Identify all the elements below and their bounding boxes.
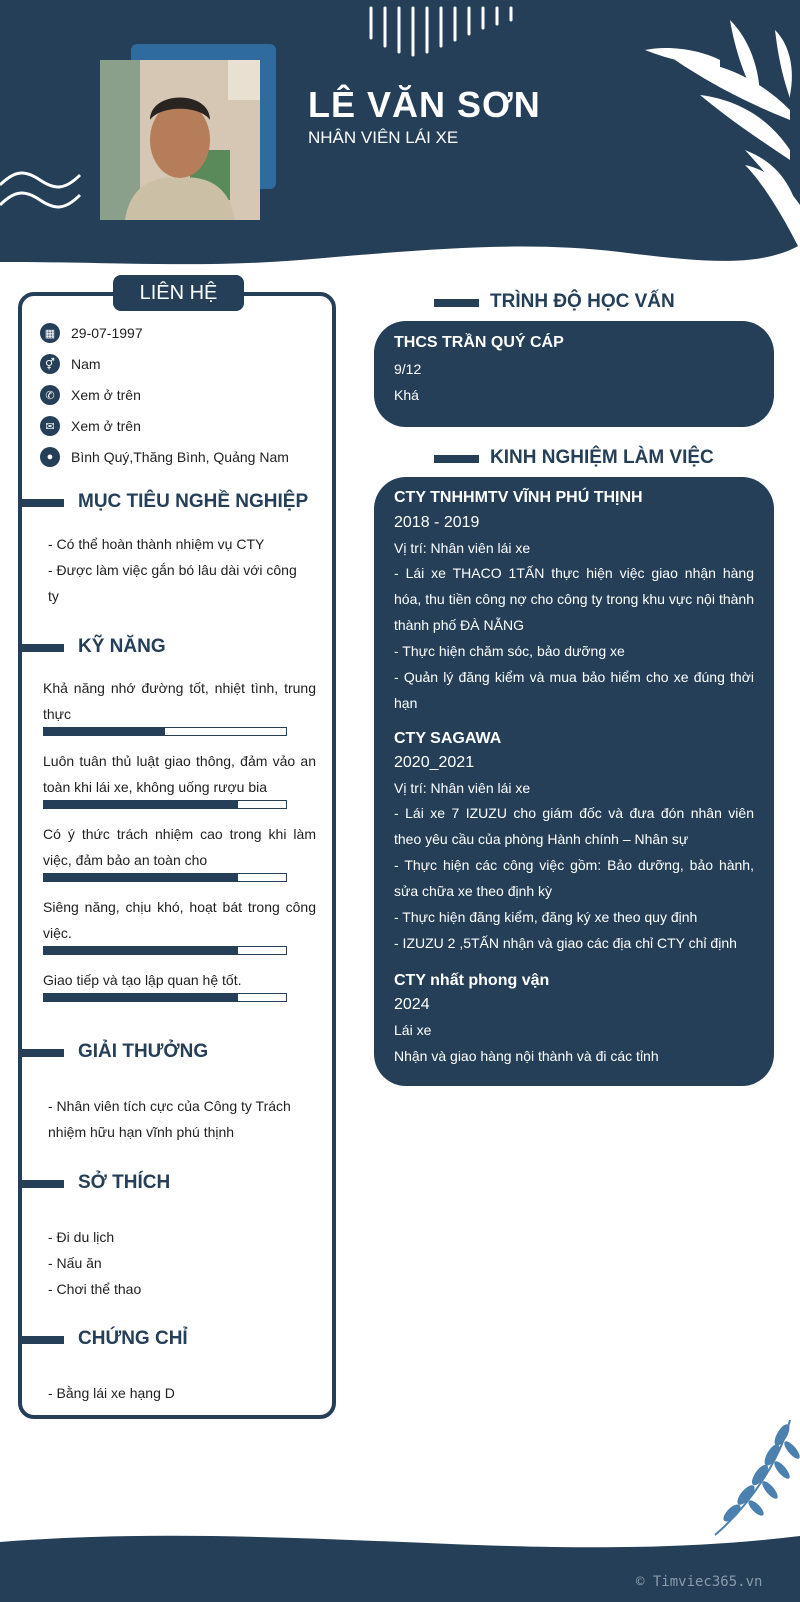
fern-decoration (700, 1420, 800, 1540)
skill-level-bar (43, 727, 287, 736)
job-duty: Nhận và giao hàng nội thành và đi các tỉnh (394, 1048, 659, 1064)
certificates-title: CHỨNG CHỈ (78, 1328, 188, 1349)
education-school: THCS TRẦN QUÝ CÁP (394, 334, 564, 351)
objective-title: MỤC TIÊU NGHỀ NGHIỆP (78, 491, 309, 512)
contact-address (40, 447, 289, 467)
phone-icon: ✆ (40, 385, 60, 405)
certificates-bar (22, 1336, 64, 1344)
hobbies-bar (22, 1180, 64, 1188)
skill-level-bar (43, 946, 287, 955)
skill-level-fill (44, 728, 165, 735)
education-title: TRÌNH ĐỘ HỌC VẤN (490, 291, 675, 312)
job-period: 2018 - 2019 (394, 514, 480, 531)
contact-gender-text: Nam (71, 356, 101, 372)
job-company: CTY TNHHMTV VĨNH PHÚ THỊNH (394, 489, 643, 506)
awards-title: GIẢI THƯỞNG (78, 1041, 209, 1062)
contact-birthdate (40, 323, 143, 343)
candidate-name: LÊ VĂN SƠN (308, 84, 541, 125)
profile-photo (100, 60, 260, 220)
job-position: Vị trí: Nhân viên lái xe (394, 540, 531, 556)
certificates-text: - Bằng lái xe hạng D (48, 1385, 175, 1401)
contact-birthdate-text: 29-07-1997 (71, 325, 143, 341)
job-company: CTY SAGAWA (394, 730, 502, 747)
skill-level-fill (44, 994, 238, 1001)
hobby-item: - Chơi thể thao (48, 1281, 142, 1297)
skill-level-fill (44, 947, 238, 954)
contact-phone (40, 385, 141, 405)
job-duty: - Lái xe 7 IZUZU cho giám đốc và đưa đón nhân viên theo yêu cầu của phòng Hành chính – Nhân sự (394, 805, 754, 847)
contact-title: LIÊN HỆ (113, 275, 244, 311)
job-duty: - Quản lý đăng kiểm và mua bảo hiểm cho xe đúng thời hạn (394, 669, 754, 711)
education-rank: Khá (394, 387, 419, 403)
awards-bar (22, 1049, 64, 1057)
hobby-item: - Nấu ăn (48, 1255, 102, 1271)
job-position: Vị trí: Nhân viên lái xe (394, 780, 531, 796)
awards-text: - Nhân viên tích cực của Công ty Trách nhiệm hữu hạn vĩnh phú thịnh (48, 1098, 291, 1140)
experience-title: KINH NGHIỆM LÀM VIỆC (490, 447, 714, 468)
location-icon: ● (40, 447, 60, 467)
job-duty: - Thực hiện đăng kiểm, đăng ký xe theo quy định (394, 909, 698, 925)
candidate-job-title: NHÂN VIÊN LÁI XE (308, 128, 459, 147)
skill-text: Siêng năng, chịu khó, hoạt bát trong công việc. (43, 899, 316, 941)
skill-level-fill (44, 874, 238, 881)
job-period: 2020_2021 (394, 754, 475, 771)
skill-text: Giao tiếp và tạo lập quan hệ tốt. (43, 972, 242, 988)
contact-email (40, 416, 141, 436)
experience-panel (374, 477, 774, 1086)
education-grade: 9/12 (394, 361, 422, 377)
contact-gender (40, 354, 101, 374)
objective-bar (22, 499, 64, 507)
job-duty: - Thực hiện các công việc gồm: Bảo dưỡng, bảo hành, sửa chữa xe theo định kỳ (394, 857, 754, 899)
email-icon: ✉ (40, 416, 60, 436)
education-panel (374, 321, 774, 427)
job-duty: - Lái xe THACO 1TẤN thực hiện việc giao nhận hàng hóa, thu tiền công nợ cho công ty trong khu vực nội thành thành phố ĐÀ NẴNG (394, 565, 754, 633)
experience-bar (434, 455, 479, 463)
skill-text: Luôn tuân thủ luật giao thông, đảm vảo an toàn khi lái xe, không uống rượu bia (43, 753, 316, 795)
hobbies-list (48, 1224, 141, 1302)
skill-level-fill (44, 801, 238, 808)
skill-level-bar (43, 800, 287, 809)
hobby-item: - Đi du lịch (48, 1229, 115, 1245)
job-position: Lái xe (394, 1022, 432, 1038)
job-period: 2024 (394, 996, 430, 1013)
skills-title: KỸ NĂNG (78, 636, 166, 657)
hobbies-title: SỞ THÍCH (78, 1172, 171, 1193)
contact-phone-text: Xem ở trên (71, 387, 141, 403)
contact-email-text: Xem ở trên (71, 418, 141, 434)
objective-line: - Có thể hoàn thành nhiệm vụ CTY (48, 536, 265, 552)
gender-icon: ⚥ (40, 354, 60, 374)
skills-bar (22, 644, 64, 652)
objective-text (48, 531, 308, 609)
skill-text: Có ý thức trách nhiệm cao trong khi làm việc, đảm bảo an toàn cho (43, 826, 316, 868)
job-company: CTY nhất phong vận (394, 972, 550, 989)
footer-background (0, 1530, 800, 1602)
watermark: © Timviec365.vn (636, 1574, 763, 1590)
education-bar (434, 299, 479, 307)
skill-text: Khả năng nhớ đường tốt, nhiệt tình, trung thực (43, 680, 316, 722)
header-banner (0, 0, 800, 265)
job-duty: - Thực hiện chăm sóc, bảo dưỡng xe (394, 643, 625, 659)
objective-line: - Được làm việc gắn bó lâu dài với công ty (48, 562, 297, 604)
skill-level-bar (43, 993, 287, 1002)
calendar-icon: ▦ (40, 323, 60, 343)
skill-level-bar (43, 873, 287, 882)
job-duty: - IZUZU 2 ,5TẤN nhận và giao các địa chỉ CTY chỉ định (394, 935, 737, 951)
contact-address-text: Bình Quý,Thăng Bình, Quảng Nam (71, 449, 289, 465)
